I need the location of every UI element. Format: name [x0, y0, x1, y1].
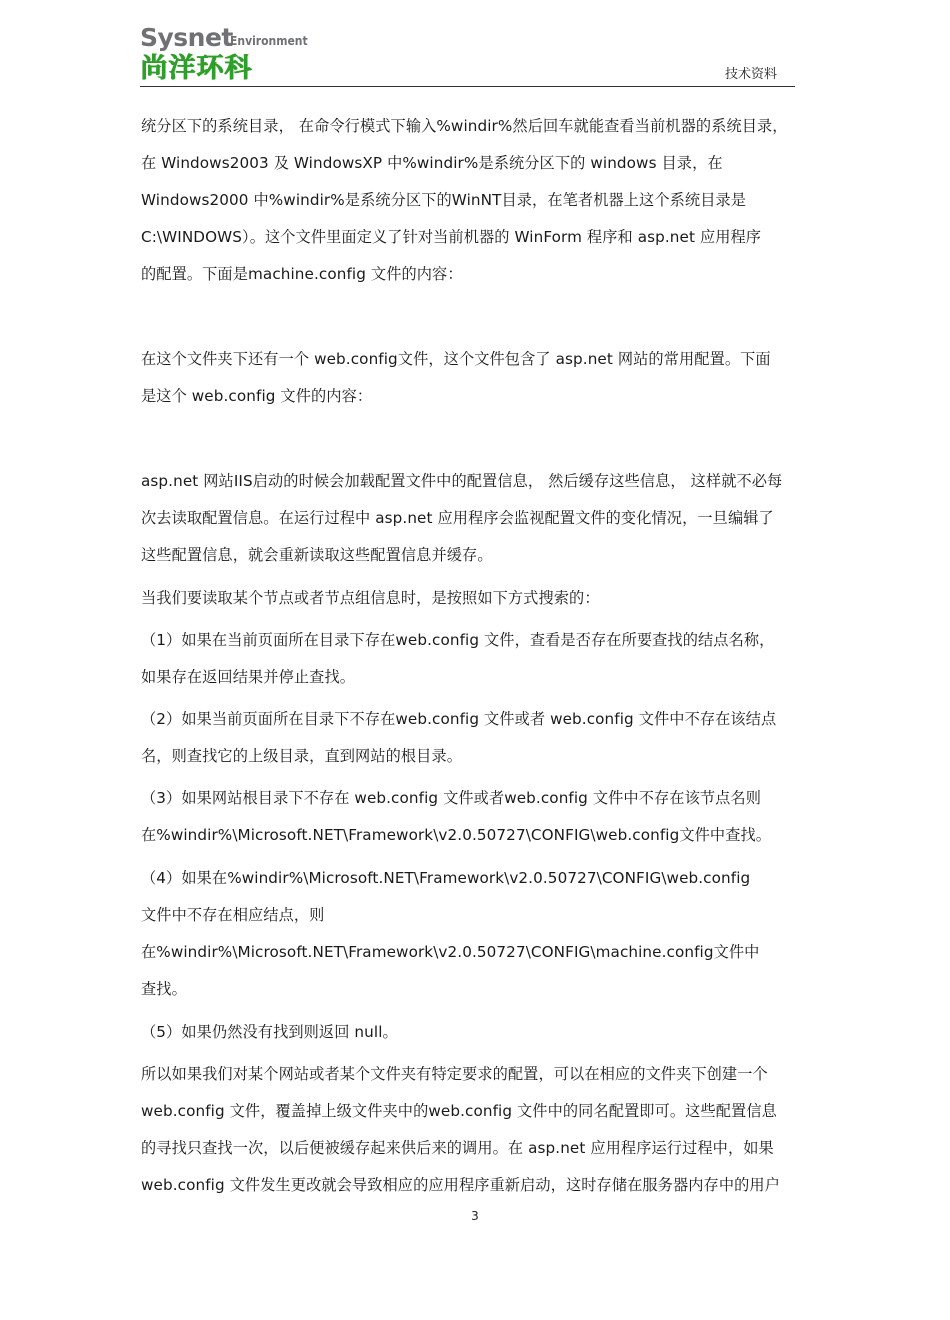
- logo-text-en-small: Environment: [230, 34, 308, 48]
- text-line: 这些配置信息，就会重新读取这些配置信息并缓存。: [141, 546, 493, 564]
- logo-text-cn: 尚洋环科: [140, 53, 252, 84]
- text-line: 次去读取配置信息。在运行过程中 asp.net 应用程序会监视配置文件的变化情况，一旦编辑了: [141, 509, 774, 527]
- text-line: 在 Windows2003 及 WindowsXP 中%windir%是系统分区下的 windows 目录，在: [141, 154, 723, 172]
- text-line: 如果存在返回结果并停止查找。: [141, 668, 356, 686]
- text-line: 所以如果我们对某个网站或者某个文件夹有特定要求的配置，可以在相应的文件夹下创建一个: [141, 1065, 768, 1083]
- page-header: [140, 24, 795, 88]
- text-line: （1）如果在当前页面所在目录下存在web.config 文件，查看是否存在所要查找的结点名称，: [141, 631, 775, 649]
- text-line: 的配置。下面是machine.config 文件的内容：: [141, 265, 463, 283]
- text-line: 统分区下的系统目录， 在命令行模式下输入%windir%然后回车就能查看当前机器的系统目录，: [141, 117, 788, 135]
- text-line: C:\WINDOWS）。这个文件里面定义了针对当前机器的 WinForm 程序和 asp.net 应用程序: [141, 228, 762, 246]
- text-line: （4）如果在%windir%\Microsoft.NET\Framework\v2.0.50727\CONFIG\web.config: [141, 869, 751, 887]
- text-line: 名，则查找它的上级目录，直到网站的根目录。: [141, 747, 463, 765]
- logo-text-en: Sysnet: [140, 23, 233, 52]
- text-line: 在%windir%\Microsoft.NET\Framework\v2.0.50727\CONFIG\machine.config文件中: [141, 943, 760, 961]
- header-divider: [140, 86, 795, 87]
- text-line: （3）如果网站根目录下不存在 web.config 文件或者web.config 文件中不存在该节点名则: [141, 789, 762, 807]
- text-line: （2）如果当前页面所在目录下不存在web.config 文件或者 web.config 文件中不存在该结点: [141, 710, 777, 728]
- text-line: 查找。: [141, 980, 187, 998]
- text-line: web.config 文件发生更改就会导致相应的应用程序重新启动，这时存储在服务器内存中的用户: [141, 1176, 780, 1194]
- text-line: 的寻找只查找一次，以后便被缓存起来供后来的调用。在 asp.net 应用程序运行过程中，如果: [141, 1139, 774, 1157]
- text-line: 是这个 web.config 文件的内容：: [141, 387, 373, 405]
- text-line: （5）如果仍然没有找到则返回 null。: [141, 1023, 398, 1041]
- text-line: 在这个文件夹下还有一个 web.config文件，这个文件包含了 asp.net 网站的常用配置。下面: [141, 350, 771, 368]
- page-number: 3: [471, 1209, 479, 1223]
- text-line: asp.net 网站IIS启动的时候会加载配置文件中的配置信息， 然后缓存这些信息， 这样就不必每: [141, 472, 783, 490]
- text-line: 文件中不存在相应结点，则: [141, 906, 325, 924]
- text-line: 在%windir%\Microsoft.NET\Framework\v2.0.50727\CONFIG\web.config文件中查找。: [141, 826, 772, 844]
- text-line: web.config 文件，覆盖掉上级文件夹中的web.config 文件中的同名配置即可。这些配置信息: [141, 1102, 777, 1120]
- company-logo: [140, 24, 310, 84]
- text-line: Windows2000 中%windir%是系统分区下的WinNT目录，在笔者机器上这个系统目录是: [141, 191, 747, 209]
- document-type-label: 技术资料: [724, 67, 777, 82]
- text-line: 当我们要读取某个节点或者节点组信息时，是按照如下方式搜索的：: [141, 589, 600, 607]
